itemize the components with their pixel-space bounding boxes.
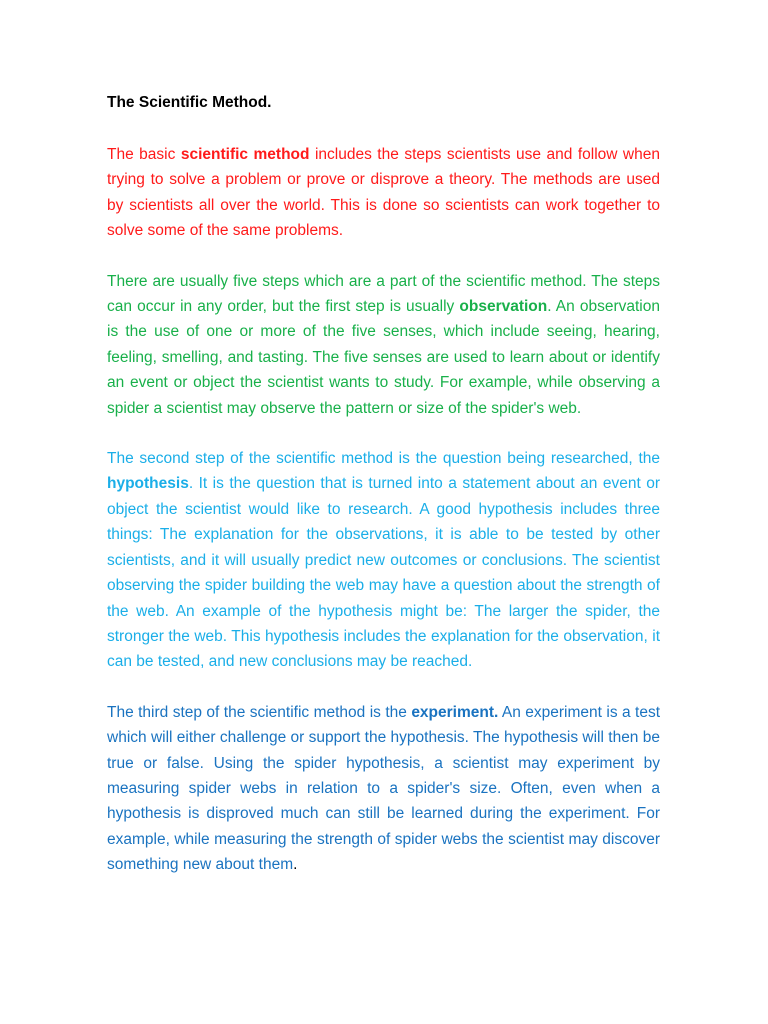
paragraph-text: includes the steps scientists use and follow when trying to solve a problem or prove or disprove a theory. The methods are used by scientists all over the world. This is done so scientists can work together to solve some of the same problems.	[107, 146, 660, 240]
paragraph-text: An experiment is a test which will either challenge or support the hypothesis. The hypothesis will then be true or false. Using the spider hypothesis, a scientist may experiment by measuring spider webs in relation to a spider's size. Often, even when a hypothesis is disproved much can still be learned during the experiment. For example, while measuring the strength of spider webs the scientist may discover something new about them	[107, 703, 661, 874]
paragraph-end-period: .	[293, 856, 298, 874]
paragraph-hypothesis	[107, 446, 660, 675]
paragraph-scientific-method	[107, 142, 660, 244]
paragraph-text: The basic	[107, 146, 181, 163]
term-hypothesis: hypothesis	[107, 475, 189, 493]
paragraph-observation	[107, 269, 660, 421]
paragraph-text: . An observation is the use of one or more of the five senses, which include seeing, hearing, feeling, smelling, and tasting. The five senses are used to learn about or identify an event or object the scientist wants to study. For example, while observing a spider a scientist may observe the pattern or size of the spider's web.	[107, 298, 660, 417]
term-scientific-method: scientific method	[180, 146, 310, 163]
paragraph-experiment	[107, 700, 660, 878]
term-experiment: experiment.	[411, 703, 499, 721]
paragraph-text: The third step of the scientific method is the	[107, 703, 412, 721]
paragraph-text: The second step of the scientific method is the question being researched, the	[107, 450, 660, 468]
document-page	[107, 92, 660, 903]
paragraph-text: There are usually five steps which are a part of the scientific method. The steps can occur in any order, but the first step is usually	[107, 272, 660, 316]
term-observation: observation	[459, 298, 548, 316]
document-title: The Scientific Method.	[107, 94, 272, 111]
paragraph-text: . It is the question that is turned into a statement about an event or object the scientist would like to research. A good hypothesis includes three things: The explanation for the observations, it is able to be tested by other scientists, and it will usually predict new outcomes or conclusions. The scientist observing the spider building the web may have a question about the strength of the web. An example of the hypothesis might be: The larger the spider, the stronger the web. This hypothesis includes the explanation for the observation, it can be tested, and new conclusions may be reached.	[107, 475, 660, 671]
